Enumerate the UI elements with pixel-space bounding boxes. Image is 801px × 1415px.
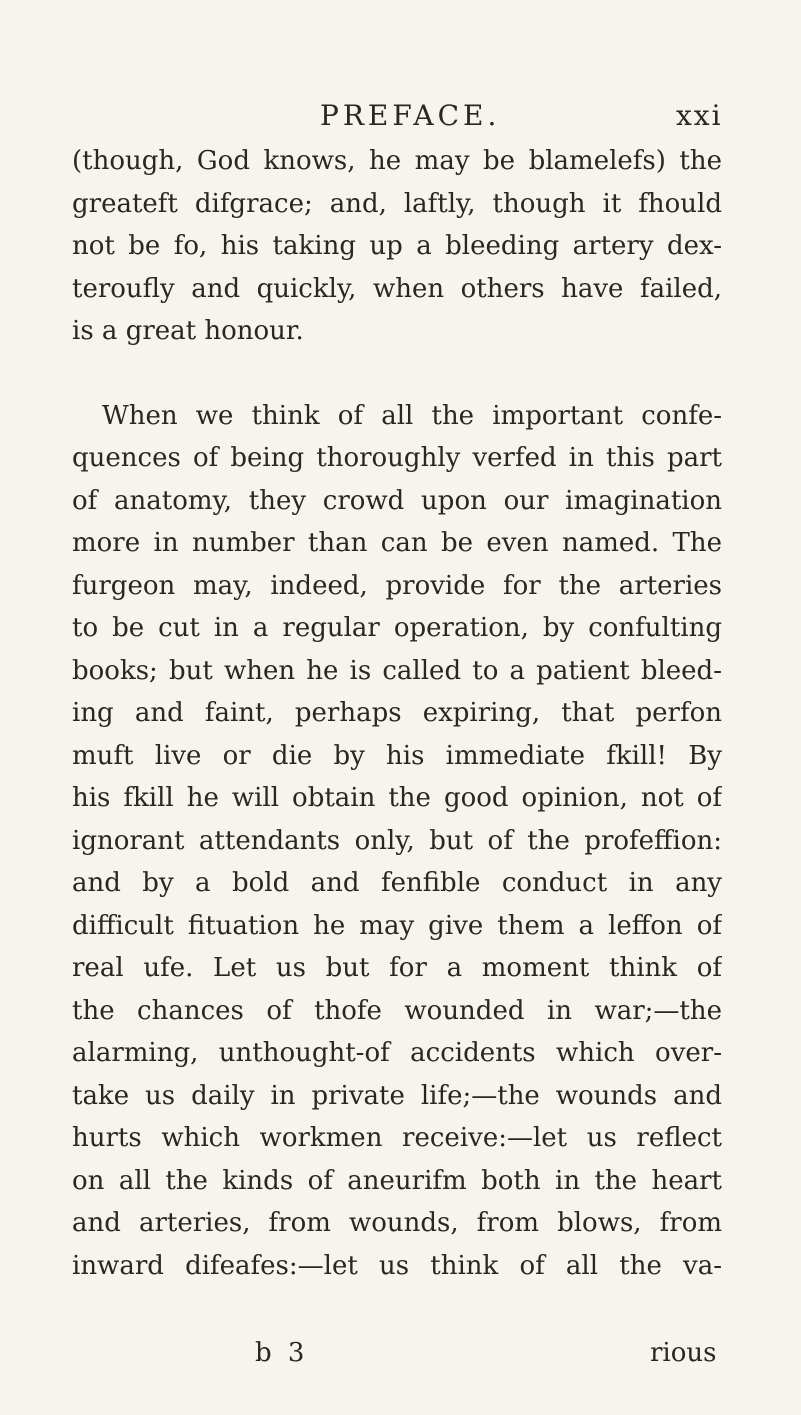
text-line: books; but when he is called to a patient bleed- [72, 655, 722, 686]
body-text [72, 140, 722, 1287]
running-title: PREFACE. [320, 99, 501, 132]
text-line: not be fo, his taking up a bleeding artery dex- [72, 231, 722, 261]
text-line: When we think of all the important confe- [102, 400, 722, 431]
text-line: quences of being thoroughly verfed in this part [72, 443, 722, 473]
paragraph-1 [72, 140, 722, 353]
text-line: is a great honour. [72, 316, 304, 346]
text-line: his fkill he will obtain the good opinion, not of [72, 783, 722, 813]
text-line: inward difeafes:—let us think of all the va- [72, 1250, 722, 1281]
text-line: and by a bold and fenfible conduct in any [72, 868, 722, 898]
text-line: ing and faint, perhaps expiring, that perfon [72, 698, 722, 728]
text-line: the chances of thofe wounded in war;—the [72, 995, 722, 1026]
text-line: take us daily in private life;—the wounds and [72, 1080, 722, 1111]
paragraph-2 [72, 395, 722, 1288]
text-line: on all the kinds of aneurifm both in the heart [72, 1165, 722, 1196]
text-line: alarming, unthought-of accidents which over- [72, 1038, 722, 1068]
page-number: xxi [676, 99, 723, 132]
text-line: more in number than can be even named. The [72, 528, 722, 558]
text-line: ignorant attendants only, but of the profeffion: [72, 825, 722, 856]
text-line: and arteries, from wounds, from blows, from [72, 1208, 722, 1238]
signature-mark: b 3 [255, 1338, 309, 1368]
running-head [0, 96, 801, 136]
catchword: rious [650, 1338, 717, 1368]
text-line: furgeon may, indeed, provide for the arteries [72, 570, 722, 601]
text-line: of anatomy, they crowd upon our imagination [72, 485, 722, 516]
text-line: muft live or die by his immediate fkill! By [72, 740, 722, 771]
text-line: teroufly and quickly, when others have failed, [72, 273, 722, 304]
text-line: greateft difgrace; and, laftly, though it fhould [72, 188, 722, 219]
text-line: real ufe. Let us but for a moment think of [72, 953, 722, 983]
text-line: hurts which workmen receive:—let us reflect [72, 1123, 722, 1153]
text-line: difficult fituation he may give them a leffon of [72, 910, 722, 941]
page-footer [0, 1332, 801, 1374]
text-line: (though, God knows, he may be blamelefs) the [72, 146, 722, 176]
text-line: to be cut in a regular operation, by confulting [72, 613, 722, 643]
